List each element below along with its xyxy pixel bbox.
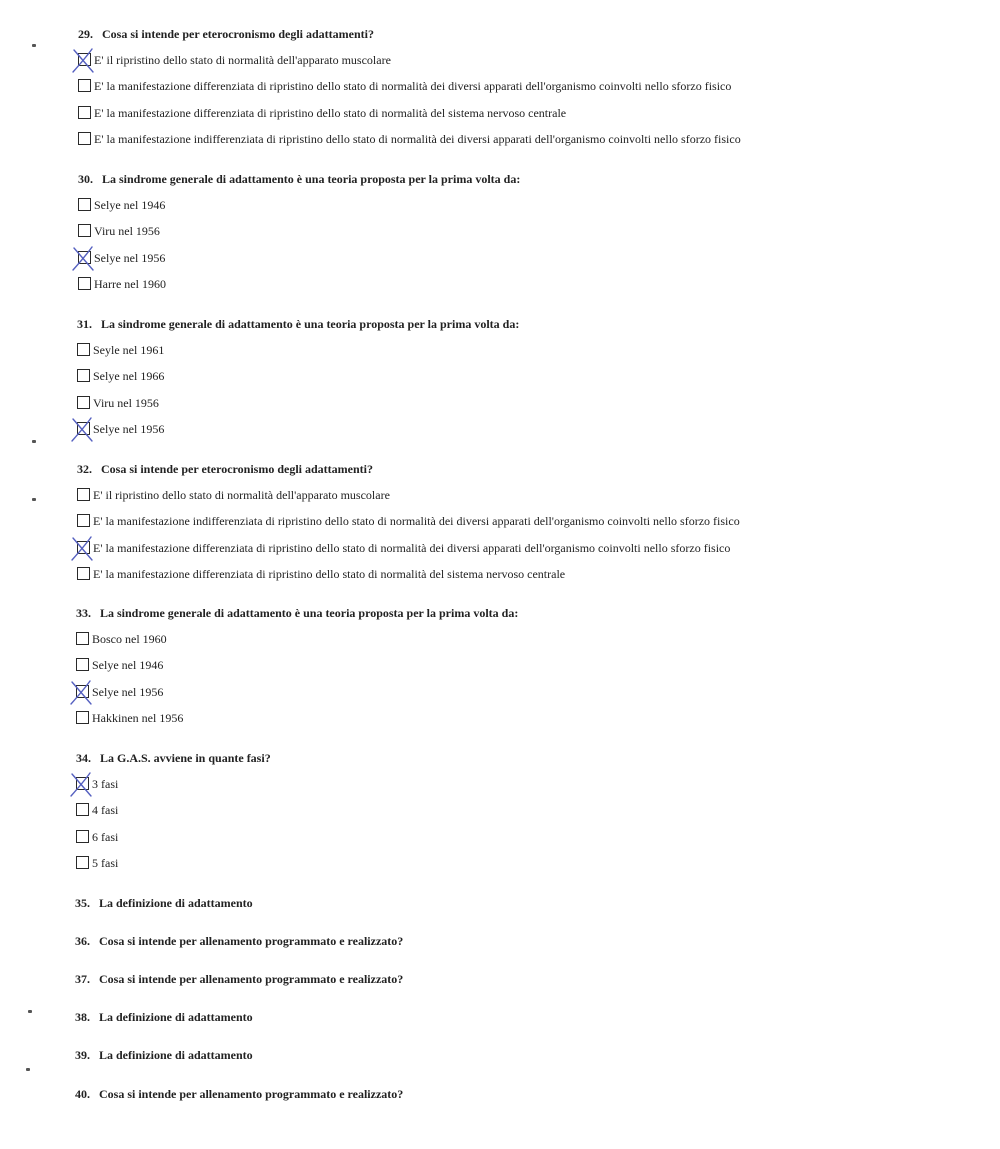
question-number: 33. (76, 606, 91, 620)
checkbox[interactable] (76, 632, 89, 645)
question-35 (75, 895, 253, 911)
answer-option[interactable] (77, 514, 740, 530)
answer-option[interactable] (76, 803, 271, 819)
question-title (78, 26, 374, 42)
question-text: Cosa si intende per allenamento programmato e realizzato? (99, 972, 404, 986)
question-number: 29. (78, 27, 93, 41)
checkbox[interactable] (78, 79, 91, 92)
answer-option[interactable] (76, 632, 518, 648)
question-31 (77, 316, 519, 438)
question-text: La definizione di adattamento (99, 1048, 253, 1062)
question-number: 35. (75, 896, 90, 910)
scan-speck (32, 440, 36, 443)
question-title (77, 461, 373, 477)
answer-option[interactable] (78, 224, 520, 240)
option-label: E' il ripristino dello stato di normalità dell'apparato muscolare (93, 487, 390, 502)
option-label: 3 fasi (92, 776, 119, 791)
option-label: E' la manifestazione differenziata di ripristino dello stato di normalità dei diversi apparati dell'organismo coinvolti nello sforzo fisico (93, 540, 731, 555)
question-number: 31. (77, 317, 92, 331)
option-label: E' la manifestazione differenziata di ripristino dello stato di normalità del sistema nervoso centrale (94, 105, 567, 120)
checkbox[interactable] (77, 369, 90, 382)
question-32 (77, 461, 740, 583)
question-number: 38. (75, 1010, 90, 1024)
option-label: E' la manifestazione differenziata di ripristino dello stato di normalità dei diversi apparati dell'organismo coinvolti nello sforzo fisico (94, 79, 732, 93)
question-39 (75, 1047, 253, 1063)
question-title (76, 605, 518, 621)
checkbox[interactable] (76, 803, 89, 816)
question-number: 34. (76, 751, 91, 765)
option-label: Bosco nel 1960 (92, 631, 167, 646)
option-label: E' la manifestazione indifferenziata di ripristino dello stato di normalità dei diversi apparati dell'organismo coinvolti nello sforzo fisico (93, 514, 740, 528)
answer-option[interactable] (78, 79, 732, 95)
answer-option[interactable] (77, 396, 519, 412)
option-label: Selye nel 1966 (93, 369, 165, 383)
answer-option[interactable] (76, 856, 271, 872)
answer-option[interactable] (77, 487, 390, 504)
answer-option[interactable] (77, 540, 731, 557)
question-37 (75, 971, 403, 987)
question-text: La definizione di adattamento (99, 896, 253, 910)
question-title (75, 1086, 403, 1102)
question-title (78, 171, 520, 187)
option-label: Seyle nel 1961 (93, 342, 165, 357)
answer-option[interactable] (76, 711, 518, 727)
option-label: Selye nel 1956 (94, 250, 166, 265)
question-number: 30. (78, 172, 93, 186)
answer-option[interactable] (76, 830, 271, 846)
option-label: Viru nel 1956 (94, 224, 160, 238)
question-33 (76, 605, 518, 727)
answer-option[interactable] (78, 132, 741, 148)
question-38 (75, 1009, 253, 1025)
question-number: 32. (77, 462, 92, 476)
option-label: Selye nel 1946 (92, 658, 164, 672)
question-title (75, 895, 253, 911)
question-text: La sindrome generale di adattamento è una teoria proposta per la prima volta da: (100, 606, 519, 620)
question-text: La definizione di adattamento (99, 1010, 253, 1024)
checkbox[interactable] (78, 277, 91, 290)
question-29 (78, 26, 741, 148)
option-label: Selye nel 1956 (93, 422, 165, 436)
option-label: Selye nel 1946 (94, 197, 166, 212)
answer-option[interactable] (77, 369, 519, 385)
question-number: 37. (75, 972, 90, 986)
option-label: Viru nel 1956 (93, 395, 159, 410)
question-text: Cosa si intende per allenamento programmato e realizzato? (99, 934, 404, 948)
question-text: Cosa si intende per allenamento programmato e realizzato? (99, 1087, 404, 1101)
question-title (75, 1009, 253, 1025)
question-title (75, 1047, 253, 1063)
answer-option[interactable] (77, 343, 519, 359)
question-34 (76, 750, 271, 872)
scan-speck (32, 498, 36, 501)
question-text: La G.A.S. avviene in quante fasi? (100, 751, 271, 765)
answer-option[interactable] (76, 685, 518, 701)
question-40 (75, 1086, 403, 1102)
question-text: Cosa si intende per eterocronismo degli adattamenti? (102, 27, 374, 41)
option-label: Hakkinen nel 1956 (92, 711, 184, 725)
option-label: 6 fasi (92, 829, 119, 844)
checkbox[interactable] (77, 567, 90, 580)
option-label: 5 fasi (92, 856, 119, 870)
answer-option[interactable] (76, 658, 518, 674)
question-title (77, 316, 519, 332)
checkbox[interactable] (77, 514, 90, 527)
checkbox[interactable] (78, 224, 91, 237)
answer-option[interactable] (78, 198, 520, 214)
answer-option[interactable] (78, 52, 391, 69)
option-label: Harre nel 1960 (94, 277, 166, 291)
checkbox[interactable] (76, 711, 89, 724)
option-label: E' il ripristino dello stato di normalità dell'apparato muscolare (94, 52, 391, 67)
checkbox[interactable] (78, 106, 91, 119)
scan-speck (32, 44, 36, 47)
answer-option[interactable] (78, 277, 520, 293)
option-label: E' la manifestazione differenziata di ripristino dello stato di normalità del sistema nervoso centrale (93, 567, 566, 581)
question-text: Cosa si intende per eterocronismo degli adattamenti? (101, 462, 373, 476)
question-30 (78, 171, 520, 293)
answer-option[interactable] (78, 251, 520, 267)
scan-speck (26, 1068, 30, 1071)
checkbox[interactable] (76, 830, 89, 843)
option-label: E' la manifestazione indifferenziata di ripristino dello stato di normalità dei diversi apparati dell'organismo coinvolti nello sforzo fisico (94, 132, 741, 146)
checkbox[interactable] (77, 343, 90, 356)
checkbox[interactable] (78, 198, 91, 211)
checkbox[interactable] (77, 396, 90, 409)
option-label: 4 fasi (92, 803, 119, 817)
question-number: 40. (75, 1087, 90, 1101)
scan-speck (28, 1010, 32, 1013)
question-title (75, 933, 403, 949)
question-36 (75, 933, 403, 949)
question-text: La sindrome generale di adattamento è una teoria proposta per la prima volta da: (101, 317, 520, 331)
answer-option[interactable] (76, 777, 271, 793)
question-number: 36. (75, 934, 90, 948)
answer-option[interactable] (77, 422, 519, 438)
checkbox[interactable] (76, 856, 89, 869)
checkbox[interactable] (76, 658, 89, 671)
checkbox[interactable] (78, 132, 91, 145)
question-text: La sindrome generale di adattamento è una teoria proposta per la prima volta da: (102, 172, 521, 186)
question-title (76, 750, 271, 766)
answer-option[interactable] (77, 567, 566, 583)
checkbox[interactable] (77, 488, 90, 501)
question-number: 39. (75, 1048, 90, 1062)
question-title (75, 971, 403, 987)
answer-option[interactable] (78, 105, 567, 122)
option-label: Selye nel 1956 (92, 684, 164, 699)
